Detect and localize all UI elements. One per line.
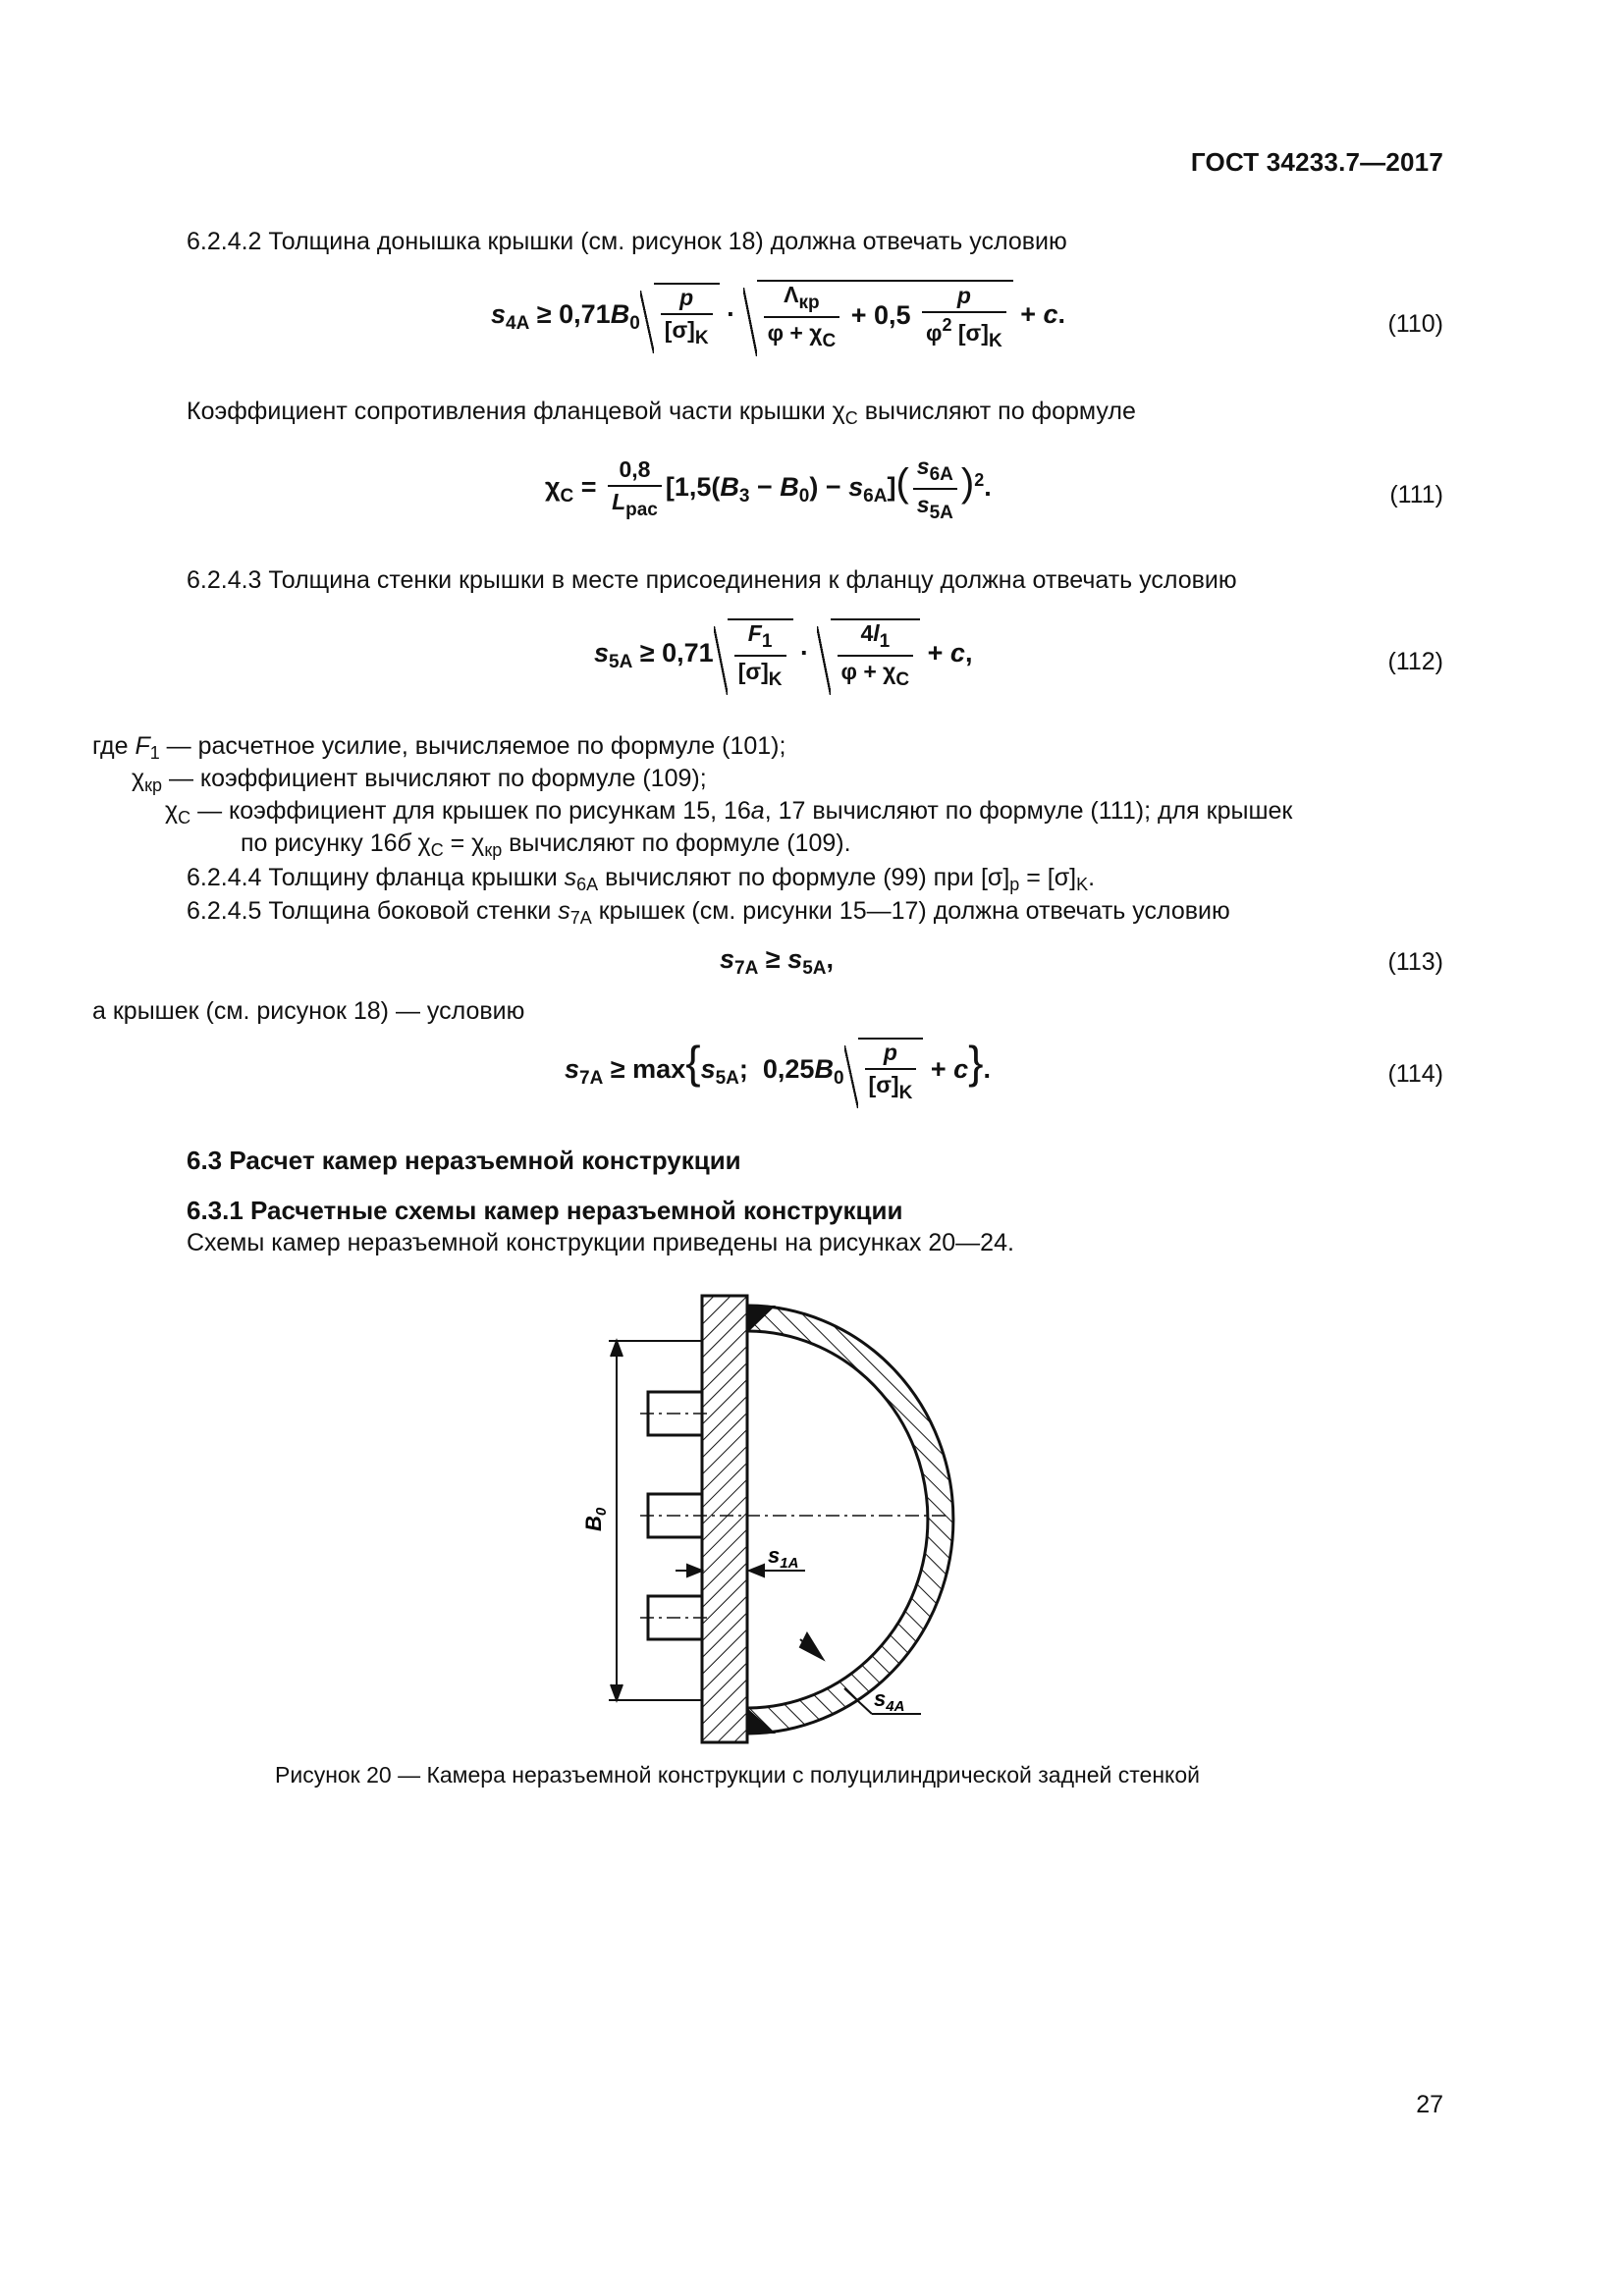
label-s4a: $s_{4A}$ (874, 1686, 905, 1715)
where-chi-c: $\chi_C$ — коэффициент для крышек по рисункам 15, 16а, 17 вычисляют по формуле (111); для крышек (165, 797, 1293, 828)
page-number: 27 (1416, 2091, 1443, 2118)
section-6-3-1: 6.3.1 Расчетные схемы камер неразъемной конструкции (187, 1196, 903, 1225)
paragraph-schemes: Схемы камер неразъемной конструкции приведены на рисунках 20—24. (187, 1229, 1014, 1256)
where-chi-kr: $\chi_{кр}$ — коэффициент вычисляют по формуле (109); (132, 765, 707, 795)
formula-112: $s_{5A} \ge 0,71$ $\frac{F_1}{[\sigma]_K}$ · $\frac{4l_1}{\varphi + \chi_C}$ + c, (594, 620, 973, 690)
document-header: ГОСТ 34233.7—2017 (1190, 147, 1443, 177)
label-s1a: $s_{1A}$ (768, 1543, 799, 1572)
equation-number-113: (113) (1387, 948, 1443, 976)
label-b0: $B_0$ (581, 1507, 610, 1531)
formula-110: $s_{4A} \ge 0,71B_0$ $\frac{p}{[\sigma]_K}$ · $\frac{\Lambda_{кр}}{\varphi + \chi_C}$ + 0,5 $\frac{p}{\varphi^2 [\sigma]_K}$ + c. (491, 282, 1066, 351)
tube-sheet (702, 1296, 747, 1742)
equation-number-114: (114) (1387, 1060, 1443, 1088)
where-f1: где $F_1$ — расчетное усилие, вычисляемое по формуле (101); (92, 732, 786, 763)
paragraph-6-2-4-5: 6.2.4.5 Толщина боковой стенки $s_{7A}$ крышек (см. рисунки 15—17) должна отвечать условию (187, 897, 1230, 928)
paragraph-coefficient: Коэффициент сопротивления фланцевой части крышки $\chi_C$ вычисляют по формуле (187, 398, 1136, 428)
figure-20-chamber (550, 1276, 1021, 1767)
paragraph-6-2-4-2: 6.2.4.2 Толщина донышка крышки (см. рисунок 18) должна отвечать условию (187, 228, 1067, 255)
semicylinder-shell (747, 1306, 953, 1734)
paragraph-6-2-4-4: 6.2.4.4 Толщину фланца крышки $s_{6A}$ вычисляют по формуле (99) при $[\sigma]_р = [\sigma]_K$. (187, 864, 1096, 894)
paragraph-6-2-4-3: 6.2.4.3 Толщина стенки крышки в месте присоединения к фланцу должна отвечать условию (187, 566, 1237, 594)
formula-114: $s_{7A} \ge \max\{s_{5A}$; $0,25B_0$ $\frac{p}{[\sigma]_K}$ + c}. (565, 1037, 992, 1103)
where-chi-c-continued: по рисунку 16б $\chi_C = \chi_{кр}$ вычисляют по формуле (109). (241, 829, 851, 860)
equation-number-110: (110) (1387, 310, 1443, 338)
formula-111: $\chi_C$ = $\frac{0,8}{L_{рас}}$ $[1,5(B_3 - B_0) - s_{6A}]$( $\frac{s_{6A}}{s_{5A}}$ )$^2$. (545, 454, 992, 523)
paragraph-rule-18: а крышек (см. рисунок 18) — условию (92, 997, 525, 1025)
formula-113: $s_{7A} \ge s_{5A}$, (720, 944, 834, 979)
equation-number-111: (111) (1389, 481, 1443, 508)
figure-caption: Рисунок 20 — Камера неразъемной конструкции с полуцилиндрической задней стенкой (275, 1762, 1200, 1788)
section-6-3: 6.3 Расчет камер неразъемной конструкции (187, 1146, 741, 1175)
equation-number-112: (112) (1387, 648, 1443, 675)
